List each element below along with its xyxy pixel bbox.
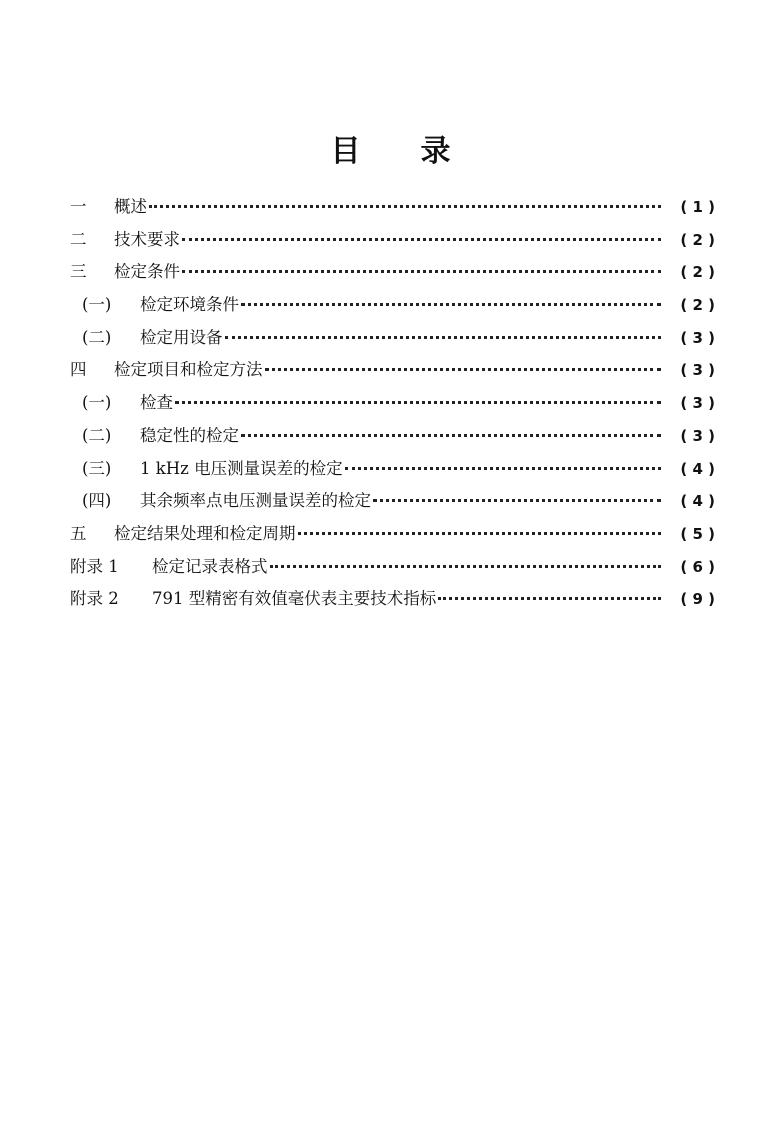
toc-entry-page: ( 1 ) [680, 198, 715, 216]
table-of-contents [70, 193, 715, 618]
toc-entry[interactable] [70, 291, 715, 324]
toc-entry[interactable] [70, 258, 715, 291]
toc-entry-title: 稳定性的检定 [140, 425, 239, 445]
toc-entry-page: ( 3 ) [680, 426, 715, 445]
toc-dot-leader [298, 532, 662, 535]
toc-dot-leader [373, 499, 661, 502]
toc-entry-number: (二) [82, 425, 112, 445]
toc-entry-page: ( 2 ) [680, 263, 715, 282]
toc-entry-page: ( 3 ) [680, 361, 715, 380]
toc-entry-number: (二) [82, 327, 112, 347]
page-title [0, 126, 783, 170]
toc-dot-leader [182, 238, 661, 241]
toc-dot-leader [225, 336, 662, 339]
toc-dot-leader [182, 270, 661, 273]
toc-entry-page: ( 6 ) [680, 557, 715, 576]
toc-entry[interactable] [70, 389, 715, 422]
toc-entry-page: ( 3 ) [680, 394, 715, 413]
toc-entry-title: 检查 [140, 393, 173, 413]
toc-dot-leader [265, 368, 662, 371]
toc-dot-leader [270, 565, 662, 568]
toc-entry[interactable] [70, 422, 715, 455]
toc-entry-title: 检定环境条件 [140, 295, 239, 315]
toc-entry-title: 1 kHz 电压测量误差的检定 [140, 458, 343, 478]
toc-entry[interactable] [70, 553, 715, 586]
toc-entry-title: 其余频率点电压测量误差的检定 [140, 491, 371, 511]
title-char-2: 录 [420, 134, 453, 169]
toc-entry-number: (一) [82, 295, 112, 315]
toc-entry[interactable] [70, 193, 715, 226]
toc-entry[interactable] [70, 585, 715, 618]
toc-dot-leader [345, 467, 661, 470]
toc-dot-leader [241, 434, 661, 437]
toc-entry-number: 附录 2 [70, 589, 119, 609]
toc-entry[interactable] [70, 226, 715, 259]
toc-entry[interactable] [70, 487, 715, 520]
toc-entry-page: ( 4 ) [680, 492, 715, 511]
toc-entry-number: 四 [70, 360, 87, 380]
toc-entry[interactable] [70, 520, 715, 553]
toc-entry-title: 检定项目和检定方法 [114, 360, 263, 380]
toc-dot-leader [241, 303, 661, 306]
toc-entry-number: 二 [70, 229, 87, 249]
toc-dot-leader [149, 205, 661, 208]
toc-dot-leader [175, 401, 661, 404]
toc-entry-number: 五 [70, 523, 87, 543]
toc-entry-title: 检定条件 [114, 262, 180, 282]
toc-entry-title: 检定用设备 [140, 327, 223, 347]
toc-entry-page: ( 5 ) [680, 524, 715, 543]
toc-entry-page: ( 2 ) [680, 230, 715, 249]
toc-entry-number: (三) [82, 458, 112, 478]
toc-entry-number: 三 [70, 262, 87, 282]
toc-dot-leader [438, 597, 661, 600]
toc-entry[interactable] [70, 455, 715, 488]
toc-entry-number: 一 [70, 197, 87, 216]
toc-entry[interactable] [70, 324, 715, 357]
toc-entry-page: ( 4 ) [680, 459, 715, 478]
toc-entry-number: 附录 1 [70, 556, 119, 576]
title-char-1: 目 [330, 134, 363, 169]
toc-entry-title: 检定记录表格式 [152, 556, 268, 576]
toc-entry-page: ( 9 ) [680, 590, 715, 609]
toc-entry-page: ( 3 ) [680, 328, 715, 347]
toc-entry-title: 技术要求 [114, 229, 180, 249]
toc-entry-title: 概述 [114, 197, 147, 216]
toc-entry-page: ( 2 ) [680, 296, 715, 315]
toc-entry[interactable] [70, 356, 715, 389]
toc-entry-title: 791 型精密有效值毫伏表主要技术指标 [152, 589, 437, 609]
toc-entry-number: (一) [82, 393, 112, 413]
toc-entry-title: 检定结果处理和检定周期 [114, 523, 296, 543]
toc-entry-number: (四) [82, 491, 112, 511]
